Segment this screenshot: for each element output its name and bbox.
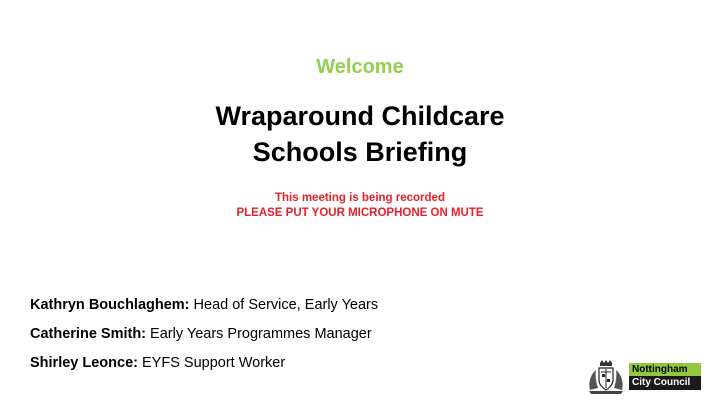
- welcome-heading: Welcome: [316, 56, 404, 78]
- notice-line-1: This meeting is being recorded: [275, 192, 445, 204]
- presenter-name: Kathryn Bouchlaghem:: [30, 297, 190, 313]
- presenter-role: Early Years Programmes Manager: [150, 326, 372, 342]
- recording-notice: [0, 191, 720, 221]
- notice-line-2: PLEASE PUT YOUR MICROPHONE ON MUTE: [236, 207, 484, 219]
- logo-line-1: Nottingham: [629, 363, 701, 376]
- presenter-role: Head of Service, Early Years: [193, 297, 379, 313]
- presenter-role: EYFS Support Worker: [142, 355, 286, 371]
- slide-title: [0, 98, 720, 170]
- logo-line-2: City Council: [629, 376, 701, 390]
- presenter-name: Catherine Smith:: [30, 326, 147, 342]
- presenter-item: [30, 291, 378, 320]
- presenter-list: [30, 291, 378, 378]
- coat-of-arms-icon: [586, 360, 626, 394]
- nottingham-city-council-logo: [586, 358, 704, 394]
- logo-wordmark: [629, 363, 701, 390]
- presenter-item: [30, 320, 378, 349]
- title-line-2: Schools Briefing: [252, 137, 468, 167]
- presenter-name: Shirley Leonce:: [30, 355, 138, 371]
- presenter-item: [30, 349, 378, 378]
- title-line-1: Wraparound Childcare: [215, 101, 505, 131]
